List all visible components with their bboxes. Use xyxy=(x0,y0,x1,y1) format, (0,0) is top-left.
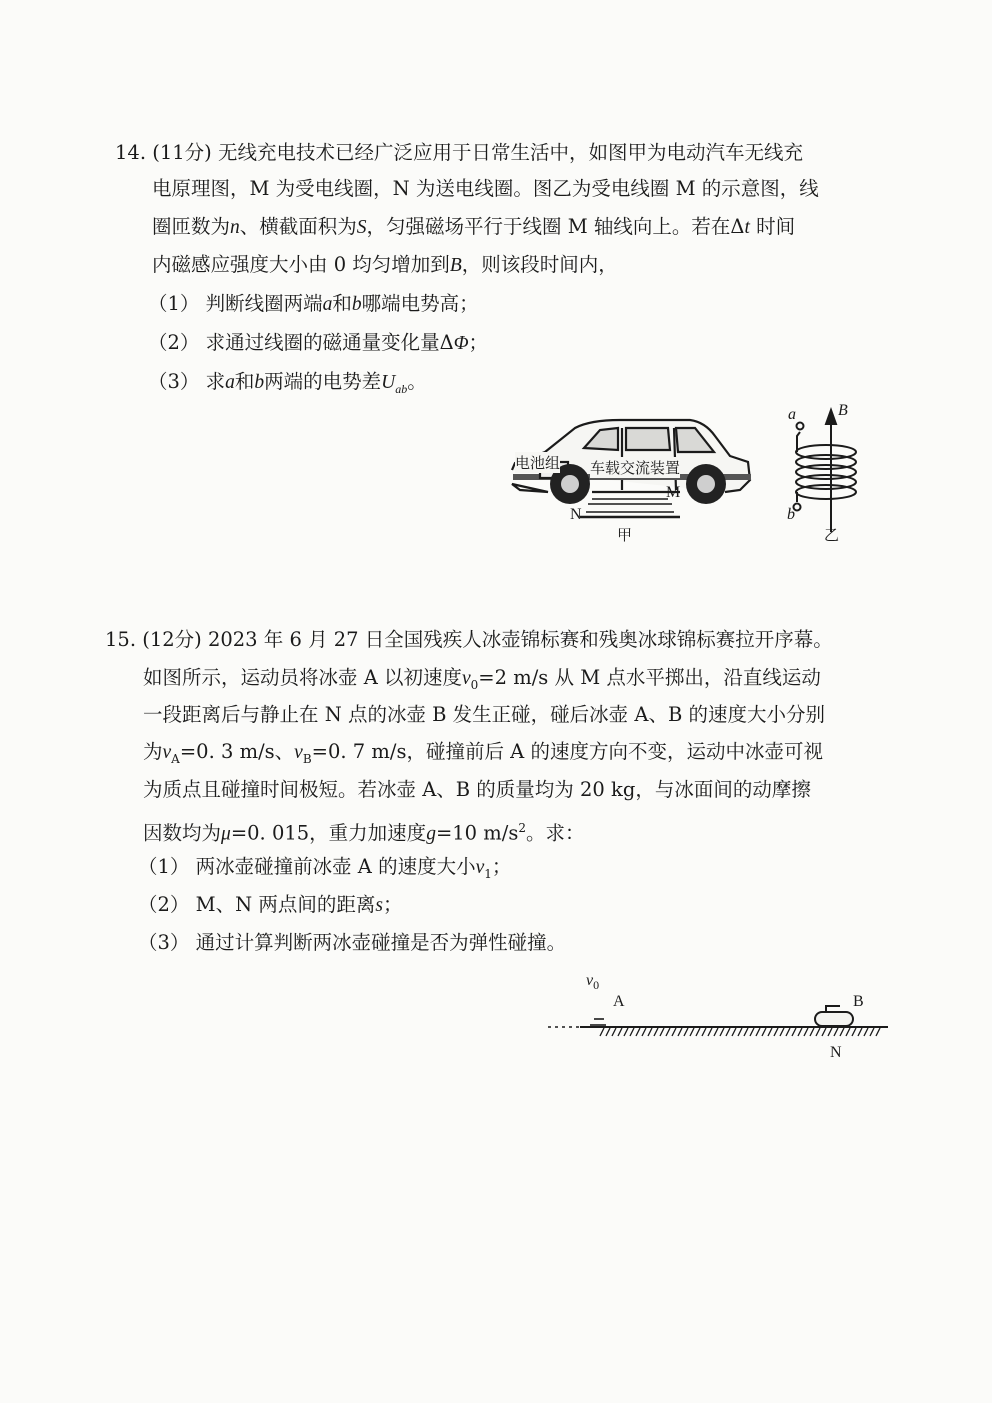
caption-yi: 乙 xyxy=(824,526,840,544)
ice-hatch-mark xyxy=(858,1028,862,1036)
var-n: n xyxy=(230,217,240,238)
stone-B xyxy=(815,1006,853,1026)
q14-sub1-text-b: 和 xyxy=(332,292,352,315)
coil-label-b: b xyxy=(787,506,795,523)
ice-hatch-mark xyxy=(852,1028,856,1036)
q15-text-6c: =10 m/s xyxy=(435,821,519,845)
coil-label-a: a xyxy=(788,406,796,423)
var-v0: v xyxy=(461,668,471,689)
stone-A xyxy=(590,1019,606,1025)
q14-sub2-text-a: （2） 求通过线圈的磁通量变化量Δ xyxy=(148,331,454,354)
ice-hatch-mark xyxy=(756,1028,760,1036)
ice-hatch-mark xyxy=(864,1028,868,1036)
ice-hatch-mark xyxy=(630,1028,634,1036)
ice-hatch-mark xyxy=(636,1028,640,1036)
ice-hatch-mark xyxy=(792,1028,796,1036)
var-g: g xyxy=(426,823,436,845)
device-label: 车载交流装置 xyxy=(590,459,681,477)
var-v1-sub: 1 xyxy=(484,866,492,881)
ice-hatch-mark xyxy=(714,1028,718,1036)
q15-sub2-text-b: ； xyxy=(382,893,403,916)
label-v0: $v_0$ xyxy=(586,972,600,993)
battery-label: 电池组 xyxy=(515,454,561,472)
ice-hatch-mark xyxy=(642,1028,646,1036)
ice-hatch-mark xyxy=(780,1028,784,1036)
ice-hatch-mark xyxy=(600,1028,604,1036)
q14-text-4b: ，则该段时间内， xyxy=(461,253,618,276)
ice-hatch-mark xyxy=(828,1028,832,1036)
q14-number: 14. xyxy=(115,141,147,164)
q14-sub3-text-d: 。 xyxy=(407,370,427,393)
ice-hatch-mark xyxy=(678,1028,682,1036)
ice-hatch-mark xyxy=(654,1028,658,1036)
ice-hatch-mark xyxy=(702,1028,706,1036)
ice-hatch-mark xyxy=(798,1028,802,1036)
q15-sub1-text-a: （1） 两冰壶碰撞前冰壶 A 的速度大小 xyxy=(138,855,476,878)
var-a: a xyxy=(322,294,333,315)
label-A: A xyxy=(613,993,625,1010)
q15-text-4a: 为 xyxy=(143,740,163,763)
q15-text-6d: 。求： xyxy=(526,821,585,845)
ice-hatch-mark xyxy=(822,1028,826,1036)
q15-sub1-text-b: ； xyxy=(491,855,512,878)
var-mu: μ xyxy=(221,823,231,845)
q15-text-6a: 因数均为 xyxy=(143,821,222,845)
var-v1: v xyxy=(475,857,485,878)
caption-jia: 甲 xyxy=(617,526,633,544)
ice-hatch-mark xyxy=(690,1028,694,1036)
var-v0-sub: 0 xyxy=(470,677,479,692)
var-vA: v xyxy=(162,742,172,763)
ice-hatch-mark xyxy=(684,1028,688,1036)
ice-hatch-mark xyxy=(696,1028,700,1036)
ice-hatch-mark xyxy=(834,1028,838,1036)
q14-text-3a: 圈匝数为 xyxy=(152,215,231,238)
ice-hatch-mark xyxy=(846,1028,850,1036)
q15-sub2-text-a: （2） M、N 两点间的距离 xyxy=(138,893,376,916)
q15-number: 15. xyxy=(105,628,137,651)
var-phi: Φ xyxy=(453,333,469,354)
q15-text-3: 一段距离后与静止在 N 点的冰壶 B 发生正碰，碰后冰壶 A、B 的速度大小分别 xyxy=(143,703,825,726)
ice-hatch-mark xyxy=(816,1028,820,1036)
ice-hatch-mark xyxy=(738,1028,742,1036)
q14-text-3b: 、横截面积为 xyxy=(239,215,357,238)
q14-sub1-text-c: 哪端电势高； xyxy=(361,292,479,315)
ice-hatch-mark xyxy=(786,1028,790,1036)
label-N: N xyxy=(830,1044,842,1061)
q15-text-1: 2023 年 6 月 27 日全国残疾人冰壶锦标赛和残奥冰球锦标赛拉开序幕。 xyxy=(207,628,833,651)
ice-hatch-mark xyxy=(612,1028,616,1036)
q14-sub3-text-c: 两端的电势差 xyxy=(264,370,382,393)
var-b: b xyxy=(351,294,362,315)
ice-surface xyxy=(548,1027,888,1036)
q14-text-3d: 时间 xyxy=(749,215,796,238)
exp-2: 2 xyxy=(518,821,526,835)
var-t: t xyxy=(744,217,750,238)
label-M-car: M xyxy=(666,484,681,501)
field-label-B: B xyxy=(838,402,848,419)
var-U-sub: ab xyxy=(395,381,408,396)
ice-hatch-mark xyxy=(618,1028,622,1036)
q15-sub3-text: （3） 通过计算判断两冰壶碰撞是否为弹性碰撞。 xyxy=(138,931,567,954)
ice-hatch-mark xyxy=(876,1028,880,1036)
var-vB: v xyxy=(294,742,303,763)
q15-text-4b: =0. 3 m/s、 xyxy=(179,740,295,763)
ice-hatch-mark xyxy=(870,1028,874,1036)
var-b: b xyxy=(254,372,265,393)
q14-score: (11分) xyxy=(152,141,212,164)
q15-score: (12分) xyxy=(142,628,202,651)
q15-text-6b: =0. 015，重力加速度 xyxy=(230,821,427,845)
ice-hatch-mark xyxy=(624,1028,628,1036)
label-N-car: N xyxy=(570,506,582,523)
ice-hatch-mark xyxy=(804,1028,808,1036)
ice-hatch-mark xyxy=(648,1028,652,1036)
q14-text-3c: ，匀强磁场平行于线圈 M 轴线向上。若在Δ xyxy=(366,215,745,238)
ice-hatch-mark xyxy=(744,1028,748,1036)
var-a: a xyxy=(225,372,235,393)
ice-hatch-mark xyxy=(666,1028,670,1036)
q14-sub2-text-b: ； xyxy=(468,331,489,354)
var-U: U xyxy=(381,372,396,393)
var-B: B xyxy=(449,255,462,276)
ice-hatch-mark xyxy=(720,1028,724,1036)
q15-text-2a: 如图所示，运动员将冰壶 A 以初速度 xyxy=(143,666,462,689)
ice-hatch-mark xyxy=(810,1028,814,1036)
var-S: S xyxy=(356,217,367,238)
ice-hatch-mark xyxy=(726,1028,730,1036)
q14-sub3-text-b: 和 xyxy=(234,370,255,393)
q14-sub3-text-a: （3） 求 xyxy=(148,370,226,393)
ice-hatch-mark xyxy=(672,1028,676,1036)
ice-hatch-mark xyxy=(708,1028,712,1036)
var-vB-sub: B xyxy=(302,751,312,766)
var-vA-sub: A xyxy=(171,751,180,766)
q15-text-2b: =2 m/s 从 M 点水平掷出，沿直线运动 xyxy=(478,666,821,689)
q14-sub1-text-a: （1） 判断线圈两端 xyxy=(148,292,323,315)
q14-text-2: 电原理图，M 为受电线圈，N 为送电线圈。图乙为受电线圈 M 的示意图，线 xyxy=(152,177,819,200)
var-s: s xyxy=(375,895,383,916)
ice-hatch-mark xyxy=(774,1028,778,1036)
ice-hatch-mark xyxy=(762,1028,766,1036)
q14-text-4a: 内磁感应强度大小由 0 均匀增加到 xyxy=(152,253,450,276)
label-B: B xyxy=(853,993,864,1010)
ice-hatch-mark xyxy=(750,1028,754,1036)
ice-hatch-mark xyxy=(732,1028,736,1036)
ice-hatch-mark xyxy=(660,1028,664,1036)
ice-hatch-mark xyxy=(606,1028,610,1036)
q15-text-5: 为质点且碰撞时间极短。若冰壶 A、B 的质量均为 20 kg，与冰面间的动摩擦 xyxy=(143,778,811,801)
q14-text-1: 无线充电技术已经广泛应用于日常生活中，如图甲为电动汽车无线充 xyxy=(217,141,803,164)
ice-hatch-mark xyxy=(768,1028,772,1036)
q15-text-4c: =0. 7 m/s，碰撞前后 A 的速度方向不变，运动中冰壶可视 xyxy=(311,740,823,763)
ice-hatch-mark xyxy=(840,1028,844,1036)
